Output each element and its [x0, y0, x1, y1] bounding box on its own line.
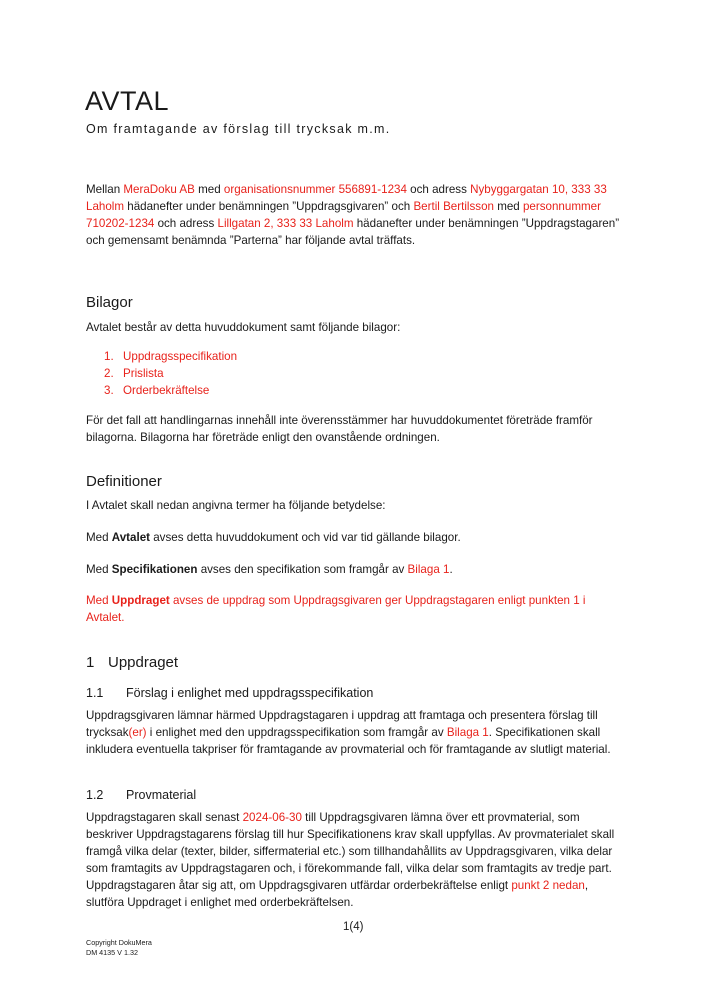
bilagor-intro: Avtalet består av detta huvuddokument samt följande bilagor: — [86, 321, 401, 334]
org-number: organisationsnummer 556891-1234 — [223, 183, 407, 196]
list-item: 1. Uppdragsspecifikation — [104, 350, 238, 363]
precedence-paragraph: För det fall att handlingarnas innehåll inte överensstämmer har huvuddokumentet företräde framför bilagorna. Bilagorna har företräde enligt den ovanstående ordningen. — [86, 414, 593, 444]
document-subtitle: Om framtagande av förslag till trycksak m.m. — [86, 122, 391, 136]
section-1-1-paragraph: Uppdragsgivaren lämnar härmed Uppdragstagaren i uppdrag att framtaga och presentera förslag till trycksak(er) i enlighet med den uppdragsspecifikation som framgår av Bilaga 1. Specifikationen skall inkludera eventuella takpriser för framtagande av provmaterial och för framtagande av slutligt material. — [86, 709, 611, 756]
section-1-2-paragraph: Uppdragstagaren skall senast 2024-06-30 till Uppdragsgivaren lämna över ett provmaterial, som beskriver Uppdragstagarens förslag till hur Specifikationens krav skall uppfyllas. Av provmaterialet skall framgå vilka delar (texter, bilder, siffermaterial etc.) som tillhandahållits av Uppdragsgivaren, vilka delar som framtagits av Uppdragstagaren och, i förekommande fall, vilka delar som framtagits av tredje part. Uppdragstagaren åtar sig att, om Uppdragsgivaren utfärdar orderbekräftelse enligt punkt 2 nedan, slutföra Uppdraget i enlighet med orderbekräftelsen. — [86, 811, 615, 909]
definition-uppdraget: Med Uppdraget avses de uppdrag som Uppdragsgivaren ger Uppdragstagaren enligt punkten 1 i Avtalet. — [86, 594, 586, 624]
definitioner-intro: I Avtalet skall nedan angivna termer ha följande betydelse: — [86, 499, 386, 512]
section-1-2-heading: 1.2 Provmaterial — [86, 788, 197, 802]
bilagor-heading: Bilagor — [86, 294, 133, 311]
document-footer — [86, 938, 152, 958]
bilagor-list — [86, 348, 237, 399]
list-item: 2. Prislista — [104, 367, 164, 380]
version-text: DM 4135 V 1.32 — [86, 948, 138, 957]
intro-paragraph: Mellan MeraDoku AB med organisationsnummer 556891-1234 och adress Nybyggargatan 10, 333 33 Laholm hädanefter under benämningen ”Uppdragsgivaren” och Bertil Bertilsson med personnummer 710202-1234 och adress Lillgatan 2, 333 33 Laholm hädanefter under benämningen ”Uppdragstagaren” och gemensamt benämnda ”Parterna” har följande avtal träffats. — [86, 183, 620, 247]
definition-specifikationen: Med Specifikationen avses den specifikation som framgår av Bilaga 1. — [86, 563, 453, 576]
document-title: AVTAL — [85, 86, 170, 116]
company-address: Nybyggargatan 10, 333 33 Laholm — [86, 183, 607, 213]
definitioner-heading: Definitioner — [86, 473, 162, 490]
copyright-text: Copyright DokuMera — [86, 938, 152, 947]
definition-avtalet: Med Avtalet avses detta huvuddokument och vid var tid gällande bilagor. — [86, 531, 461, 544]
person-name: Bertil Bertilsson — [413, 200, 494, 213]
section-1-heading: 1 Uppdraget — [86, 654, 179, 671]
section-1-1-heading: 1.1 Förslag i enlighet med uppdragsspecifikation — [86, 686, 374, 700]
person-address: Lillgatan 2, 333 33 Laholm — [217, 217, 354, 230]
company-name: MeraDoku AB — [123, 183, 195, 196]
list-item: 3. Orderbekräftelse — [104, 384, 210, 397]
person-id: personnummer 710202-1234 — [86, 200, 601, 230]
page-number: 1(4) — [343, 921, 364, 933]
